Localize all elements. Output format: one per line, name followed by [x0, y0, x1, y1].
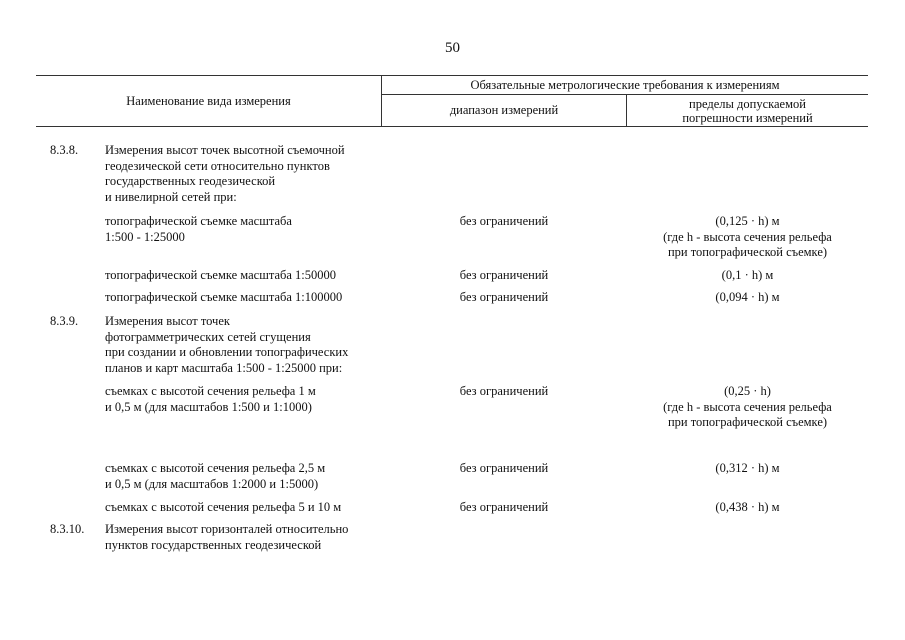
row-number: 8.3.10.: [50, 522, 85, 536]
row-range: без ограничений: [459, 268, 549, 282]
row-error: (0,312 · h) м: [715, 461, 780, 475]
header-permissible-error: [627, 95, 868, 126]
row-error: (0,438 · h) м: [715, 500, 780, 514]
row-error: (0,25 · h) (где h - высота сечения рельефа при топографической съемке): [663, 384, 832, 429]
row-name: топографической съемке масштаба 1:100000: [105, 290, 343, 304]
table-header: [36, 75, 868, 127]
row-name: топографической съемке масштаба 1:50000: [105, 268, 337, 282]
row-range: без ограничений: [459, 461, 549, 475]
row-error: (0,094 · h) м: [715, 290, 780, 304]
row-name: Измерения высот точек высотной съемочной геодезической сети относительно пунктов государственных геодезической и нивелирной сетей при:: [105, 143, 345, 204]
row-error: (0,1 · h) м: [721, 268, 774, 282]
header-measurement-range: диапазон измерений: [382, 95, 627, 126]
row-name: съемках с высотой сечения рельефа 5 и 10 м: [105, 500, 342, 514]
row-name: топографической съемке масштаба 1:500 - 1:25000: [105, 214, 292, 244]
row-error: (0,125 · h) м (где h - высота сечения рельефа при топографической съемке): [663, 214, 832, 259]
row-range: без ограничений: [459, 290, 549, 304]
row-range: без ограничений: [459, 214, 549, 228]
row-number: 8.3.9.: [50, 314, 79, 328]
row-name: съемках с высотой сечения рельефа 1 м и 0,5 м (для масштабов 1:500 и 1:1000): [105, 384, 316, 414]
row-number: 8.3.8.: [50, 143, 79, 157]
header-permissible-error-text: пределы допускаемой погрешности измерений: [682, 96, 813, 125]
header-measurement-name: Наименование вида измерения: [36, 76, 382, 126]
row-name: Измерения высот точек фотограмметрических сетей сгущения при создании и обновлении топографических планов и карт масштаба 1:500 - 1:25000 при:: [105, 314, 349, 375]
page-number: 50: [445, 40, 460, 56]
row-range: без ограничений: [459, 384, 549, 398]
header-metrological-requirements: Обязательные метрологические требования к измерениям: [382, 76, 868, 95]
row-name: Измерения высот горизонталей относительно пунктов государственных геодезической: [105, 522, 349, 552]
row-name: съемках с высотой сечения рельефа 2,5 м и 0,5 м (для масштабов 1:2000 и 1:5000): [105, 461, 326, 491]
row-range: без ограничений: [459, 500, 549, 514]
